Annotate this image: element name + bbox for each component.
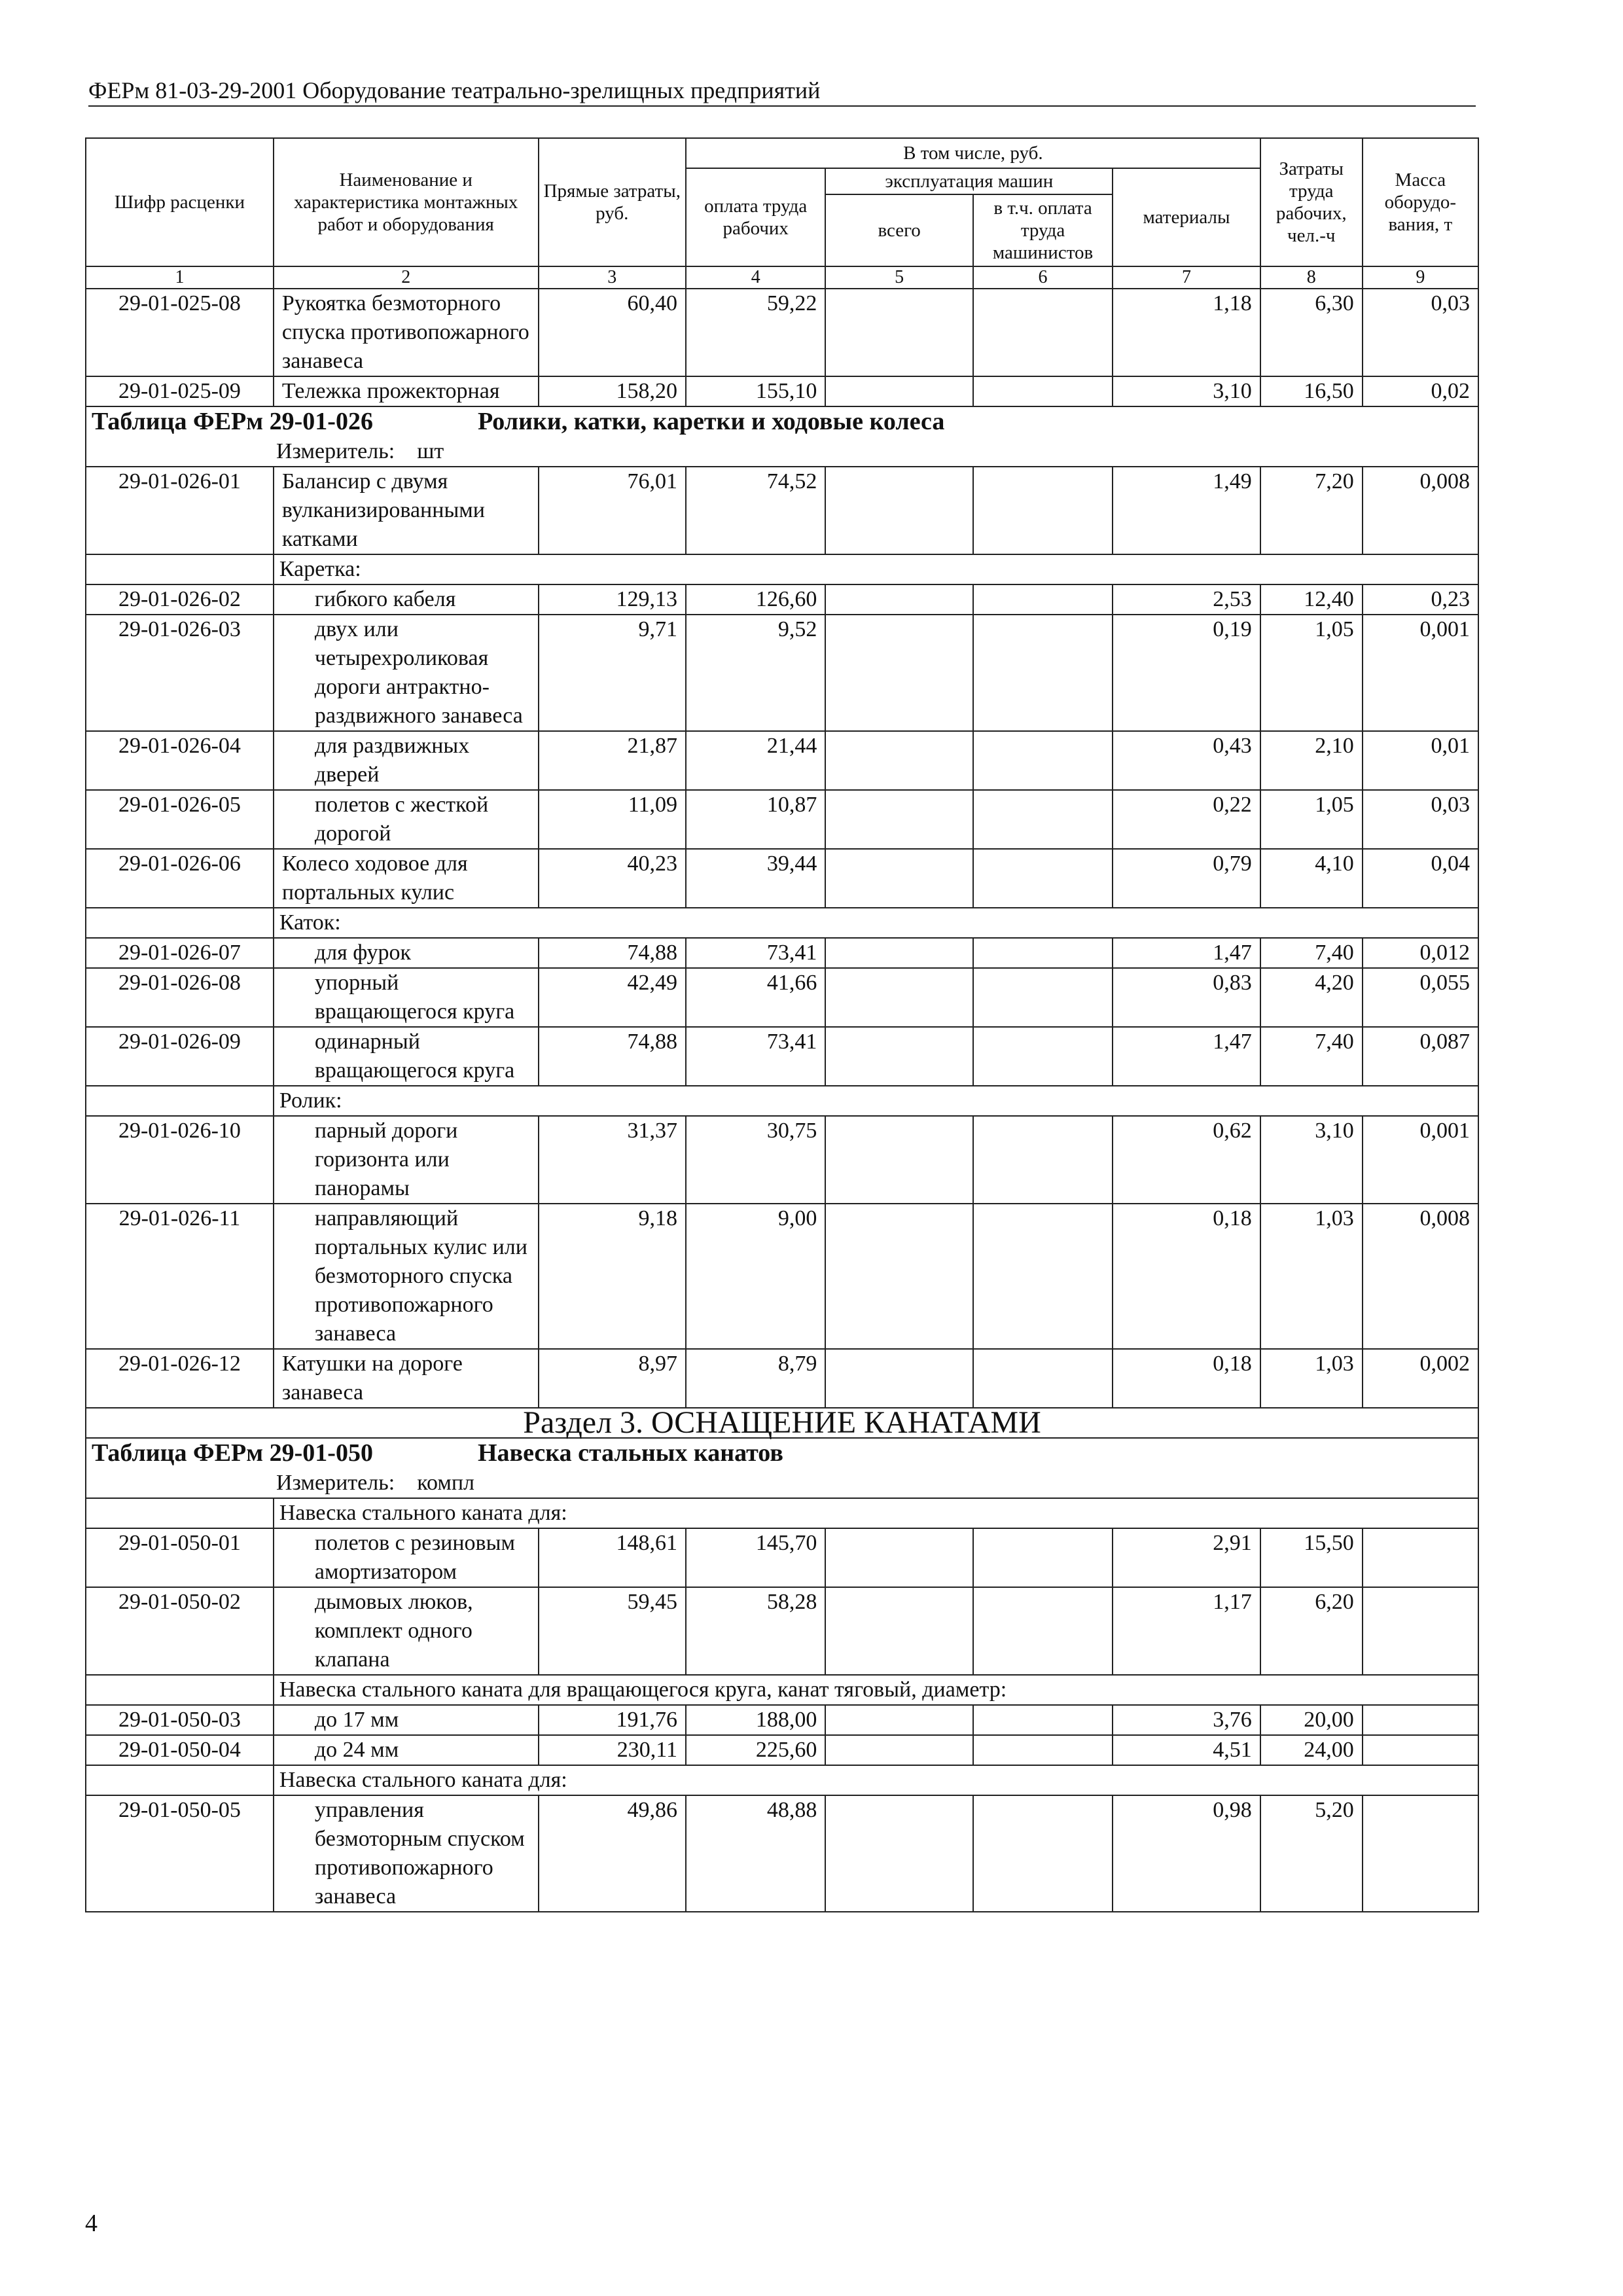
rate-code: 29-01-025-08 — [86, 289, 274, 376]
materials-cost: 1,47 — [1113, 1027, 1260, 1086]
equipment-mass: 0,002 — [1363, 1349, 1478, 1408]
column-number: 9 — [1363, 266, 1478, 289]
column-number: 4 — [686, 266, 825, 289]
equipment-mass: 0,02 — [1363, 376, 1478, 406]
labor-hours: 3,10 — [1260, 1116, 1363, 1204]
rate-code: 29-01-026-01 — [86, 467, 274, 554]
labor-hours: 4,20 — [1260, 968, 1363, 1027]
table-row — [86, 1735, 1478, 1765]
labor-hours: 2,10 — [1260, 731, 1363, 790]
table-row — [86, 376, 1478, 406]
machinist-pay — [973, 1795, 1113, 1912]
labor-pay: 59,22 — [686, 289, 825, 376]
labor-hours: 1,03 — [1260, 1349, 1363, 1408]
empty-cell — [86, 1765, 274, 1795]
col-header-machinist-pay: в т.ч. оплата труда машинистов — [973, 194, 1113, 266]
work-name: дымовых люков, комплект одного клапана — [274, 1587, 539, 1675]
measure-line — [92, 437, 1470, 466]
labor-pay: 9,00 — [686, 1204, 825, 1349]
work-name: Балансир с двумя вулканизированными катками — [274, 467, 539, 554]
measure-label: Измеритель: — [276, 439, 395, 463]
labor-pay: 21,44 — [686, 731, 825, 790]
direct-costs: 9,18 — [539, 1204, 686, 1349]
group-row — [86, 1675, 1478, 1705]
machines-total — [825, 849, 972, 908]
labor-hours: 24,00 — [1260, 1735, 1363, 1765]
table-row — [86, 1705, 1478, 1735]
table-row — [86, 1587, 1478, 1675]
equipment-mass — [1363, 1528, 1478, 1587]
materials-cost: 0,83 — [1113, 968, 1260, 1027]
equipment-mass: 0,03 — [1363, 289, 1478, 376]
column-number: 6 — [973, 266, 1113, 289]
machinist-pay — [973, 289, 1113, 376]
rate-code: 29-01-026-05 — [86, 790, 274, 849]
table-row — [86, 938, 1478, 968]
direct-costs: 42,49 — [539, 968, 686, 1027]
table-title-row — [86, 406, 1478, 467]
materials-cost: 3,10 — [1113, 376, 1260, 406]
labor-pay: 155,10 — [686, 376, 825, 406]
equipment-mass: 0,008 — [1363, 467, 1478, 554]
materials-cost: 1,18 — [1113, 289, 1260, 376]
machines-total — [825, 1735, 972, 1765]
work-name: для раздвижных дверей — [274, 731, 539, 790]
equipment-mass: 0,008 — [1363, 1204, 1478, 1349]
machines-total — [825, 376, 972, 406]
labor-pay: 30,75 — [686, 1116, 825, 1204]
materials-cost: 1,17 — [1113, 1587, 1260, 1675]
labor-hours: 1,05 — [1260, 615, 1363, 731]
work-name: до 24 мм — [274, 1735, 539, 1765]
machines-total — [825, 615, 972, 731]
labor-hours: 5,20 — [1260, 1795, 1363, 1912]
materials-cost: 0,43 — [1113, 731, 1260, 790]
labor-hours: 16,50 — [1260, 376, 1363, 406]
equipment-mass: 0,04 — [1363, 849, 1478, 908]
table-row — [86, 1349, 1478, 1408]
machines-total — [825, 938, 972, 968]
group-label: Навеска стального каната для: — [274, 1765, 1478, 1795]
column-numbers-row — [86, 266, 1478, 289]
table-title: Навеска стальных канатов — [478, 1439, 783, 1467]
table-row — [86, 615, 1478, 731]
materials-cost: 0,22 — [1113, 790, 1260, 849]
empty-cell — [86, 554, 274, 584]
machinist-pay — [973, 1587, 1113, 1675]
equipment-mass: 0,03 — [1363, 790, 1478, 849]
direct-costs: 74,88 — [539, 1027, 686, 1086]
materials-cost: 0,18 — [1113, 1204, 1260, 1349]
machines-total — [825, 289, 972, 376]
materials-cost: 0,98 — [1113, 1795, 1260, 1912]
labor-hours: 7,40 — [1260, 1027, 1363, 1086]
machinist-pay — [973, 584, 1113, 615]
table-row — [86, 1116, 1478, 1204]
group-row — [86, 1498, 1478, 1528]
machines-total — [825, 1587, 972, 1675]
rate-code: 29-01-026-02 — [86, 584, 274, 615]
work-name: одинарный вращающегося круга — [274, 1027, 539, 1086]
work-name: направляющий портальных кулис или безмоторного спуска противопожарного занавеса — [274, 1204, 539, 1349]
table-row — [86, 467, 1478, 554]
materials-cost: 2,91 — [1113, 1528, 1260, 1587]
work-name: полетов с резиновым амортизатором — [274, 1528, 539, 1587]
work-name: до 17 мм — [274, 1705, 539, 1735]
machinist-pay — [973, 968, 1113, 1027]
table-title: Ролики, катки, каретки и ходовые колеса — [478, 408, 945, 435]
labor-hours: 6,30 — [1260, 289, 1363, 376]
rate-code: 29-01-050-02 — [86, 1587, 274, 1675]
column-number: 5 — [825, 266, 972, 289]
equipment-mass — [1363, 1795, 1478, 1912]
machinist-pay — [973, 1349, 1113, 1408]
work-name: парный дороги горизонта или панорамы — [274, 1116, 539, 1204]
labor-hours: 12,40 — [1260, 584, 1363, 615]
work-name: полетов с жесткой дорогой — [274, 790, 539, 849]
measure-line — [92, 1469, 1470, 1498]
labor-pay: 73,41 — [686, 1027, 825, 1086]
page-number: 4 — [85, 2210, 98, 2237]
machinist-pay — [973, 1027, 1113, 1086]
direct-costs: 129,13 — [539, 584, 686, 615]
equipment-mass — [1363, 1705, 1478, 1735]
machines-total — [825, 1705, 972, 1735]
rate-code: 29-01-026-11 — [86, 1204, 274, 1349]
equipment-mass: 0,001 — [1363, 1116, 1478, 1204]
rate-code: 29-01-026-09 — [86, 1027, 274, 1086]
rate-code: 29-01-050-04 — [86, 1735, 274, 1765]
col-header-machines-group: эксплуатация машин — [825, 168, 1113, 194]
work-name: управления безмоторным спуском противопожарного занавеса — [274, 1795, 539, 1912]
empty-cell — [86, 1498, 274, 1528]
machinist-pay — [973, 790, 1113, 849]
section-title: Раздел 3. ОСНАЩЕНИЕ КАНАТАМИ — [86, 1408, 1478, 1438]
direct-costs: 11,09 — [539, 790, 686, 849]
machinist-pay — [973, 376, 1113, 406]
table-row — [86, 849, 1478, 908]
group-row — [86, 908, 1478, 938]
labor-hours: 7,40 — [1260, 938, 1363, 968]
equipment-mass — [1363, 1735, 1478, 1765]
group-label: Каретка: — [274, 554, 1478, 584]
table-body — [86, 289, 1478, 1912]
column-number: 1 — [86, 266, 274, 289]
rate-code: 29-01-026-07 — [86, 938, 274, 968]
equipment-mass: 0,055 — [1363, 968, 1478, 1027]
labor-pay: 225,60 — [686, 1735, 825, 1765]
equipment-mass: 0,012 — [1363, 938, 1478, 968]
direct-costs: 40,23 — [539, 849, 686, 908]
group-row — [86, 554, 1478, 584]
equipment-mass — [1363, 1587, 1478, 1675]
rate-code: 29-01-026-08 — [86, 968, 274, 1027]
group-label: Навеска стального каната для: — [274, 1498, 1478, 1528]
group-label: Каток: — [274, 908, 1478, 938]
labor-pay: 58,28 — [686, 1587, 825, 1675]
machinist-pay — [973, 1735, 1113, 1765]
table-title-row — [86, 1438, 1478, 1498]
direct-costs: 21,87 — [539, 731, 686, 790]
labor-pay: 48,88 — [686, 1795, 825, 1912]
labor-pay: 126,60 — [686, 584, 825, 615]
column-number: 8 — [1260, 266, 1363, 289]
rate-code: 29-01-026-06 — [86, 849, 274, 908]
labor-pay: 145,70 — [686, 1528, 825, 1587]
labor-pay: 73,41 — [686, 938, 825, 968]
machines-total — [825, 968, 972, 1027]
table-row — [86, 790, 1478, 849]
empty-cell — [86, 908, 274, 938]
table-id: Таблица ФЕРм 29-01-026 — [92, 408, 373, 435]
direct-costs: 76,01 — [539, 467, 686, 554]
table-header — [86, 138, 1478, 289]
table-row — [86, 289, 1478, 376]
rate-code: 29-01-026-03 — [86, 615, 274, 731]
machines-total — [825, 467, 972, 554]
work-name: Колесо ходовое для портальных кулис — [274, 849, 539, 908]
column-number: 7 — [1113, 266, 1260, 289]
direct-costs: 191,76 — [539, 1705, 686, 1735]
labor-pay: 10,87 — [686, 790, 825, 849]
machinist-pay — [973, 1705, 1113, 1735]
machinist-pay — [973, 1528, 1113, 1587]
rate-code: 29-01-050-03 — [86, 1705, 274, 1735]
materials-cost: 4,51 — [1113, 1735, 1260, 1765]
materials-cost: 3,76 — [1113, 1705, 1260, 1735]
direct-costs: 230,11 — [539, 1735, 686, 1765]
labor-pay: 9,52 — [686, 615, 825, 731]
machinist-pay — [973, 467, 1113, 554]
work-name: Катушки на дороге занавеса — [274, 1349, 539, 1408]
direct-costs: 74,88 — [539, 938, 686, 968]
rate-code: 29-01-025-09 — [86, 376, 274, 406]
col-header-materials: материалы — [1113, 168, 1260, 266]
machines-total — [825, 790, 972, 849]
machinist-pay — [973, 731, 1113, 790]
materials-cost: 1,49 — [1113, 467, 1260, 554]
machines-total — [825, 731, 972, 790]
machines-total — [825, 1795, 972, 1912]
direct-costs: 148,61 — [539, 1528, 686, 1587]
machinist-pay — [973, 1204, 1113, 1349]
machines-total — [825, 1349, 972, 1408]
column-number: 2 — [274, 266, 539, 289]
machines-total — [825, 1528, 972, 1587]
direct-costs: 60,40 — [539, 289, 686, 376]
equipment-mass: 0,001 — [1363, 615, 1478, 731]
labor-pay: 39,44 — [686, 849, 825, 908]
col-header-machines-total: всего — [825, 194, 972, 266]
labor-pay: 74,52 — [686, 467, 825, 554]
table-row — [86, 968, 1478, 1027]
rates-table — [85, 137, 1479, 1912]
table-id: Таблица ФЕРм 29-01-050 — [92, 1439, 373, 1467]
work-name: гибкого кабеля — [274, 584, 539, 615]
labor-hours: 20,00 — [1260, 1705, 1363, 1735]
rate-code: 29-01-050-01 — [86, 1528, 274, 1587]
materials-cost: 0,19 — [1113, 615, 1260, 731]
machines-total — [825, 1116, 972, 1204]
group-row — [86, 1765, 1478, 1795]
table-row — [86, 1795, 1478, 1912]
col-header-mass: Масса оборудо-вания, т — [1363, 138, 1478, 266]
equipment-mass: 0,23 — [1363, 584, 1478, 615]
table-row — [86, 584, 1478, 615]
work-name: Рукоятка безмоторного спуска противопожарного занавеса — [274, 289, 539, 376]
col-header-direct: Прямые затраты, руб. — [539, 138, 686, 266]
labor-hours: 6,20 — [1260, 1587, 1363, 1675]
col-header-labor-hours: Затраты труда рабочих, чел.-ч — [1260, 138, 1363, 266]
labor-pay: 41,66 — [686, 968, 825, 1027]
materials-cost: 1,47 — [1113, 938, 1260, 968]
col-header-code: Шифр расценки — [86, 138, 274, 266]
machines-total — [825, 584, 972, 615]
empty-cell — [86, 1675, 274, 1705]
labor-hours: 1,05 — [1260, 790, 1363, 849]
measure-value: шт — [417, 439, 444, 463]
table-row — [86, 1204, 1478, 1349]
col-header-name: Наименование и характеристика монтажных работ и оборудования — [274, 138, 539, 266]
machinist-pay — [973, 1116, 1113, 1204]
table-row — [86, 1027, 1478, 1086]
direct-costs: 8,97 — [539, 1349, 686, 1408]
work-name: упорный вращающегося круга — [274, 968, 539, 1027]
materials-cost: 0,18 — [1113, 1349, 1260, 1408]
labor-hours: 15,50 — [1260, 1528, 1363, 1587]
column-number: 3 — [539, 266, 686, 289]
equipment-mass: 0,087 — [1363, 1027, 1478, 1086]
machinist-pay — [973, 849, 1113, 908]
equipment-mass: 0,01 — [1363, 731, 1478, 790]
table-row — [86, 1528, 1478, 1587]
labor-pay: 8,79 — [686, 1349, 825, 1408]
work-name: двух или четырехроликовая дороги антрактно-раздвижного занавеса — [274, 615, 539, 731]
labor-hours: 7,20 — [1260, 467, 1363, 554]
work-name: Тележка прожекторная — [274, 376, 539, 406]
labor-hours: 1,03 — [1260, 1204, 1363, 1349]
empty-cell — [86, 1086, 274, 1116]
materials-cost: 0,62 — [1113, 1116, 1260, 1204]
machines-total — [825, 1027, 972, 1086]
group-label: Навеска стального каната для вращающегося круга, канат тяговый, диаметр: — [274, 1675, 1478, 1705]
col-header-labor-pay: оплата труда рабочих — [686, 168, 825, 266]
materials-cost: 0,79 — [1113, 849, 1260, 908]
work-name: для фурок — [274, 938, 539, 968]
direct-costs: 158,20 — [539, 376, 686, 406]
direct-costs: 49,86 — [539, 1795, 686, 1912]
materials-cost: 2,53 — [1113, 584, 1260, 615]
direct-costs: 31,37 — [539, 1116, 686, 1204]
machinist-pay — [973, 938, 1113, 968]
table-row — [86, 731, 1478, 790]
rate-code: 29-01-050-05 — [86, 1795, 274, 1912]
labor-pay: 188,00 — [686, 1705, 825, 1735]
measure-value: компл — [417, 1471, 475, 1495]
rate-code: 29-01-026-12 — [86, 1349, 274, 1408]
rate-code: 29-01-026-04 — [86, 731, 274, 790]
machines-total — [825, 1204, 972, 1349]
group-row — [86, 1086, 1478, 1116]
col-header-incl-group: В том числе, руб. — [686, 138, 1260, 168]
document-header: ФЕРм 81-03-29-2001 Оборудование театрально-зрелищных предприятий — [88, 75, 1476, 107]
labor-hours: 4,10 — [1260, 849, 1363, 908]
measure-label: Измеритель: — [276, 1471, 395, 1495]
group-label: Ролик: — [274, 1086, 1478, 1116]
direct-costs: 59,45 — [539, 1587, 686, 1675]
rate-code: 29-01-026-10 — [86, 1116, 274, 1204]
direct-costs: 9,71 — [539, 615, 686, 731]
machinist-pay — [973, 615, 1113, 731]
section-row — [86, 1408, 1478, 1438]
